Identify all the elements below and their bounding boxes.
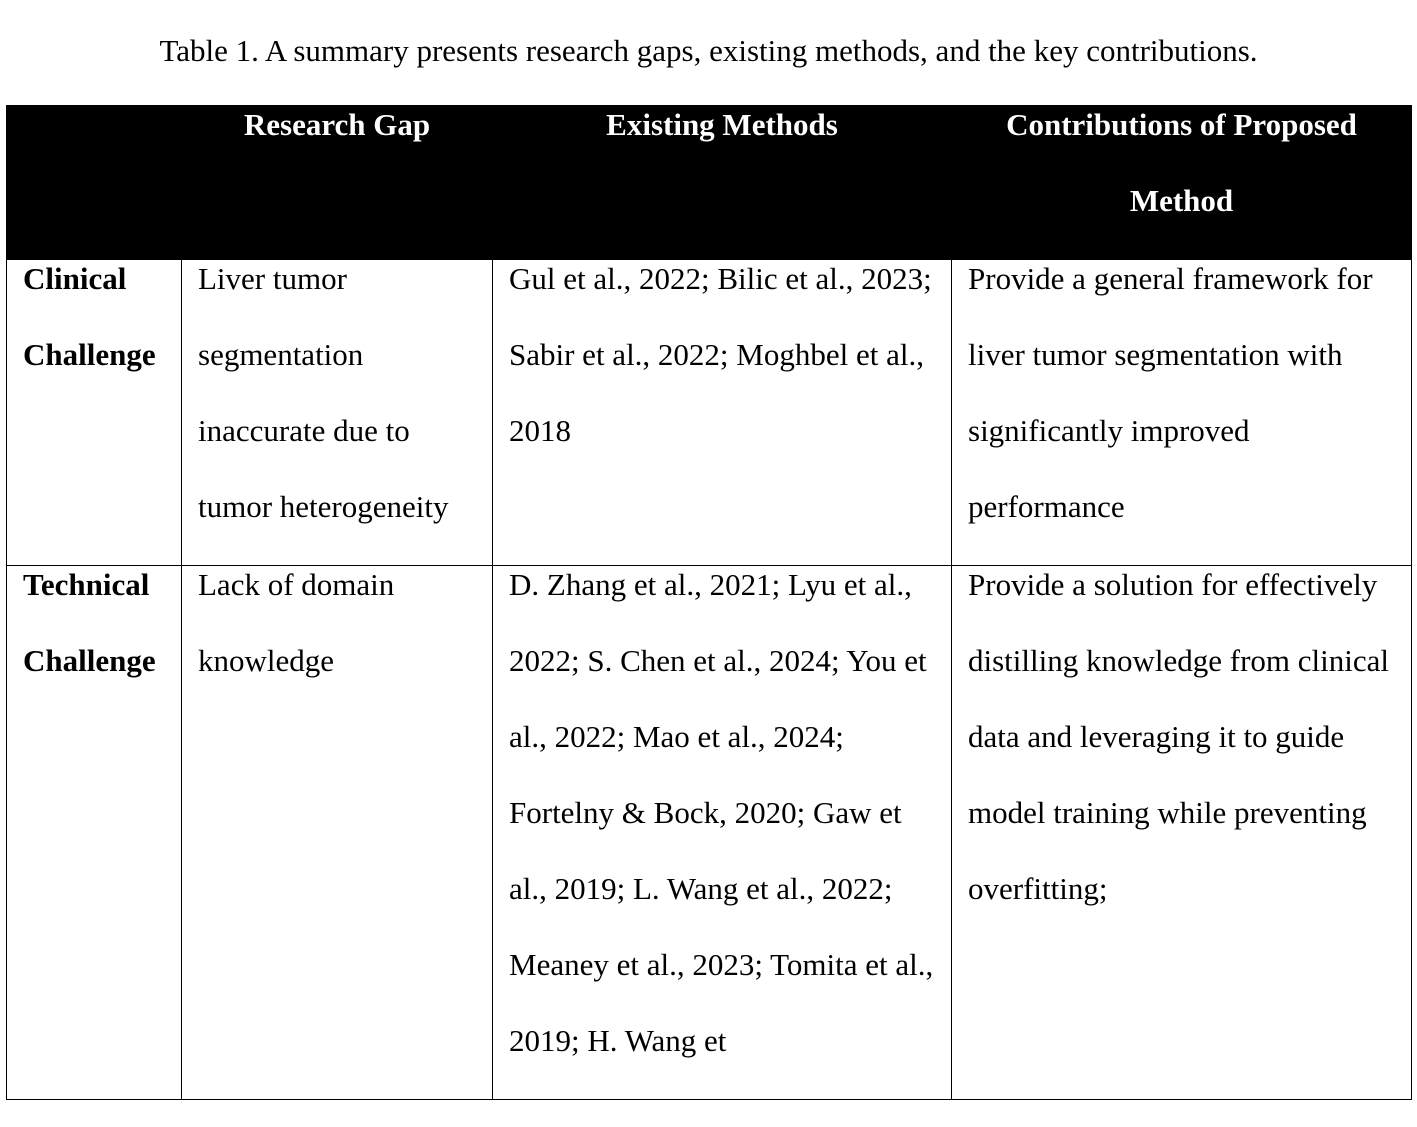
- header-cell-contributions: Contributions of Proposed Method: [952, 106, 1412, 260]
- contributions-cell: Provide a general framework for liver tumor segmentation with significantly improved performance: [952, 260, 1412, 566]
- header-row: [7, 106, 1412, 260]
- research-gap-cell: Lack of domain knowledge: [182, 566, 493, 1100]
- header-cell-empty: [7, 106, 182, 260]
- row-label-technical-challenge: Technical Challenge: [7, 566, 182, 1100]
- table-row: [7, 260, 1412, 566]
- contributions-cell: Provide a solution for effectively distilling knowledge from clinical data and leveraging it to guide model training while preventing overfitting;: [952, 566, 1412, 1100]
- summary-table: [6, 105, 1412, 1100]
- existing-methods-cell: D. Zhang et al., 2021; Lyu et al., 2022; S. Chen et al., 2024; You et al., 2022; Mao et al., 2024; Fortelny & Bock, 2020; Gaw et al., 2019; L. Wang et al., 2022; Meaney et al., 2023; Tomita et al., 2019; H. Wang et: [493, 566, 952, 1100]
- table-caption: Table 1. A summary presents research gaps, existing methods, and the key contributions.: [159, 33, 1258, 68]
- research-gap-cell: Liver tumor segmentation inaccurate due to tumor heterogeneity: [182, 260, 493, 566]
- header-cell-existing-methods: Existing Methods: [493, 106, 952, 260]
- row-label-clinical-challenge: Clinical Challenge: [7, 260, 182, 566]
- header-cell-research-gap: Research Gap: [182, 106, 493, 260]
- table-row: [7, 566, 1412, 1100]
- existing-methods-cell: Gul et al., 2022; Bilic et al., 2023; Sabir et al., 2022; Moghbel et al., 2018: [493, 260, 952, 566]
